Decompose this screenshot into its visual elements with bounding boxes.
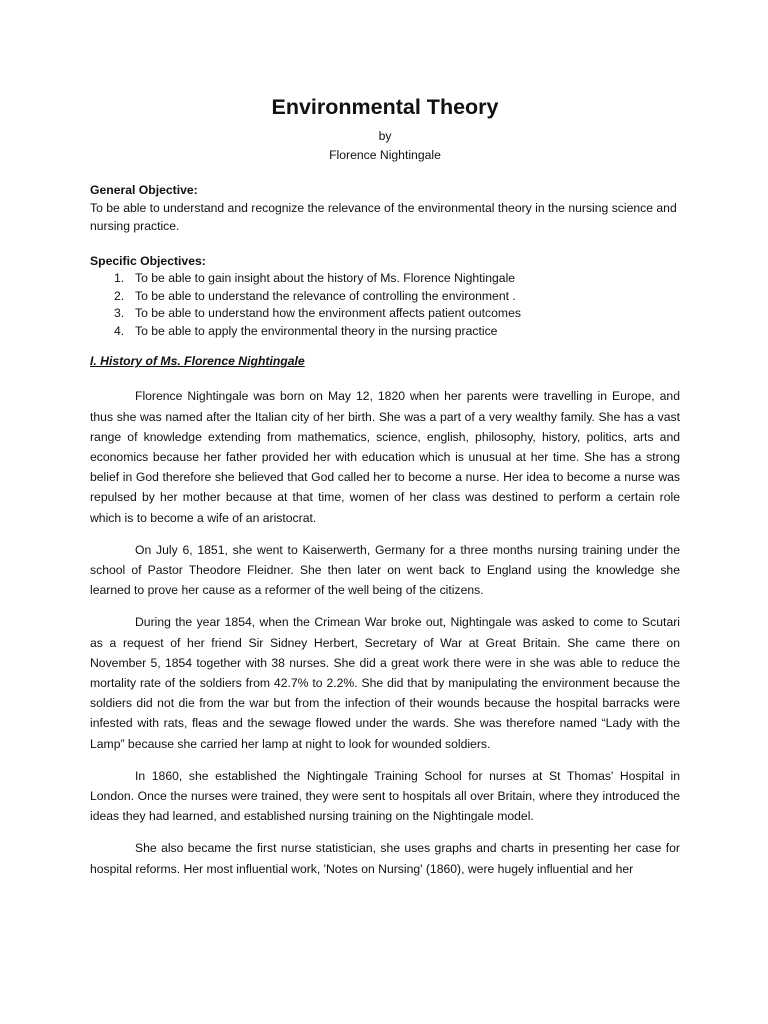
list-item	[114, 323, 680, 341]
history-paragraph-4: In 1860, she established the Nightingale Training School for nurses at St Thomas' Hospital in London. Once the nurses were trained, they were sent to hospitals all over Britain, where they introduced the ideas they had learned, and established nursing training on the Nightingale model.	[90, 768, 680, 824]
general-objective-heading: General Objective:	[90, 183, 198, 197]
list-item-text: To be able to apply the environmental theory in the nursing practice	[135, 323, 498, 338]
list-item-number: 1.	[114, 271, 125, 285]
general-objective-text: To be able to understand and recognize the relevance of the environmental theory in the nursing science and nursing practice.	[90, 201, 677, 233]
history-paragraph-5: She also became the first nurse statistician, she uses graphs and charts in presenting her case for hospital reforms. Her most influential work, 'Notes on Nursing' (1860), were hugely influential and her	[90, 841, 680, 876]
history-paragraph-1: Florence Nightingale was born on May 12, 1820 when her parents were travelling in Europe, and thus she was named after the Italian city of her birth. She was a part of a very wealthy family. She has a vast range of knowledge extending from mathematics, science, english, philosophy, history, politics, arts and economics because her father provided her with education which is unusual at her time. She has a strong belief in God therefore she believed that God called her to become a nurse. Her idea to become a nurse was repulsed by her mother because at that time, women of her class was destined to perform a certain role which is to become a wife of an aristocrat.	[90, 389, 680, 525]
list-item	[114, 270, 680, 288]
document-title: Environmental Theory	[271, 95, 499, 119]
history-paragraph-2: On July 6, 1851, she went to Kaiserwerth, Germany for a three months nursing training under the school of Pastor Theodore Fleidner. She then later on went back to England using the knowledge she learned to prove her cause as a reformer of the well being of the citizens.	[90, 542, 680, 598]
history-section-heading: I. History of Ms. Florence Nightingale	[90, 354, 305, 369]
specific-objectives-heading: Specific Objectives:	[90, 254, 206, 268]
list-item-text: To be able to gain insight about the history of Ms. Florence Nightingale	[135, 271, 516, 285]
list-item-text: To be able to understand how the environment affects patient outcomes	[135, 306, 521, 321]
list-item	[114, 288, 680, 306]
list-item-number: 2.	[114, 288, 125, 303]
byline-by: by	[378, 129, 392, 143]
list-item-number: 4.	[114, 323, 125, 338]
specific-objectives-list	[90, 270, 680, 340]
byline-author: Florence Nightingale	[329, 148, 441, 162]
history-paragraph-3: During the year 1854, when the Crimean War broke out, Nightingale was asked to come to Scutari as a request of her friend Sir Sidney Herbert, Secretary of War at Great Britain. She came there on November 5, 1854 together with 38 nurses. She did a great work there were in she was able to reduce the mortality rate of the soldiers from 42.7% to 2.2%. She did that by manipulating the environment because the soldiers did not die from the war but from the infection of their wounds because the hospital barracks were infested with rats, fleas and the sewage flowed under the wards. She was therefore named “Lady with the Lamp” because she carried her lamp at night to look for wounded soldiers.	[90, 615, 680, 751]
list-item-number: 3.	[114, 306, 125, 321]
list-item	[114, 305, 680, 323]
list-item-text: To be able to understand the relevance of controlling the environment .	[135, 288, 516, 303]
